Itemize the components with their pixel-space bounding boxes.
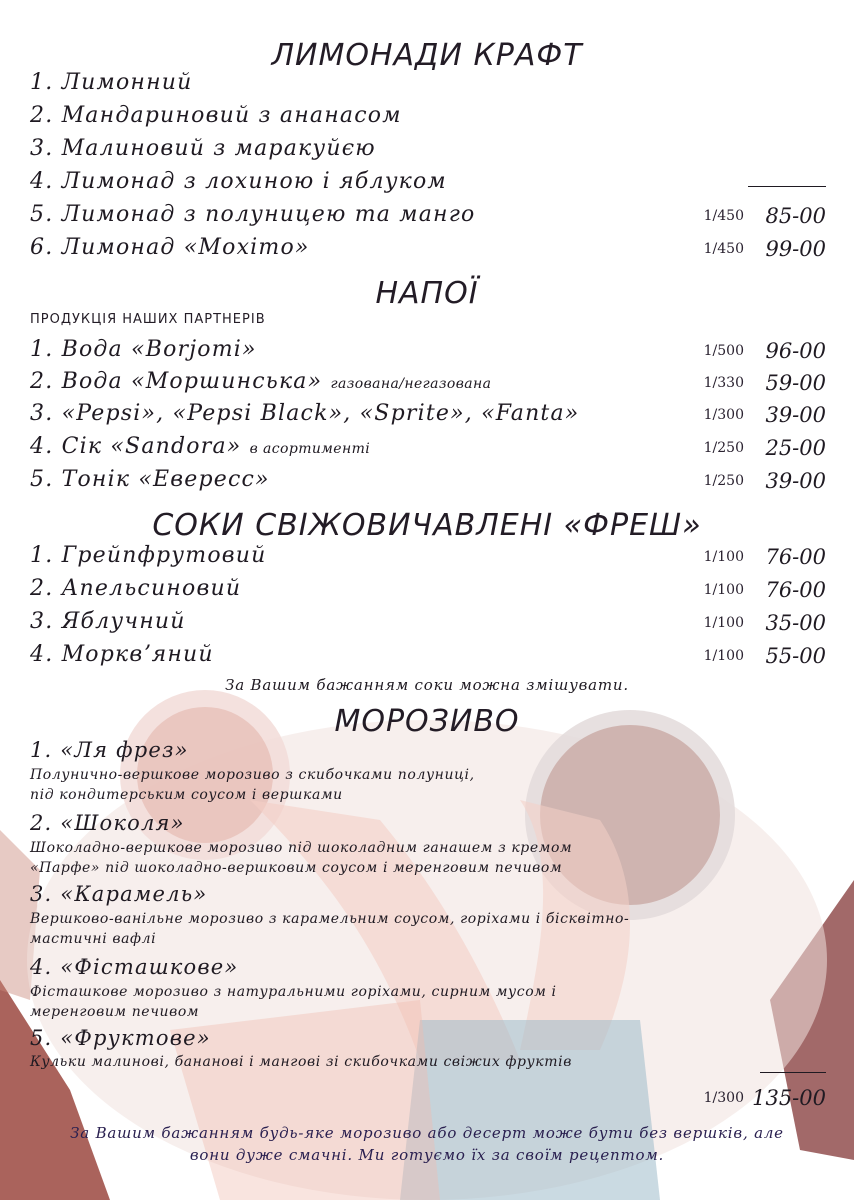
- icecream-item-2-title: 2. «Шоколя»: [30, 811, 185, 835]
- item-volume: 1/100: [703, 582, 744, 598]
- item-price: 76-00: [765, 545, 826, 569]
- menu-item-lemonade-6: [30, 235, 826, 265]
- menu-item-drink-4: [30, 434, 826, 464]
- item-name: 2. Апельсиновий: [30, 576, 242, 601]
- icecream-price: 135-00: [752, 1086, 826, 1110]
- item-name: 1. Вода «Borjomi»: [30, 337, 257, 362]
- icecream-item-1-desc: [30, 765, 730, 805]
- section-title-juices: СОКИ СВІЖОВИЧАВЛЕНІ «ФРЕШ»: [152, 508, 702, 543]
- menu-item-lemonade-3: [30, 136, 826, 166]
- item-price: 59-00: [765, 371, 826, 395]
- item-volume: 1/100: [703, 549, 744, 565]
- price-divider: [760, 1072, 826, 1073]
- item-volume: 1/450: [703, 241, 744, 257]
- desc-line: «Парфе» під шоколадно-вершковим соусом і меренговим печивом: [30, 860, 563, 876]
- menu-item-lemonade-1: [30, 70, 826, 100]
- item-name: 4. Лимонад з лохиною і яблуком: [30, 169, 447, 194]
- item-note: в асортименті: [249, 441, 371, 457]
- item-name: 4. Морквʼяний: [30, 642, 214, 667]
- item-volume: 1/500: [703, 343, 744, 359]
- item-volume: 1/100: [703, 615, 744, 631]
- item-volume: 1/250: [703, 473, 744, 489]
- menu-item-lemonade-2: [30, 103, 826, 133]
- menu-item-juice-4: [30, 642, 826, 672]
- icecream-item-3-desc: [30, 909, 730, 949]
- menu-item-juice-2: [30, 576, 826, 606]
- section-title-icecream: МОРОЗИВО: [334, 704, 520, 739]
- desc-line: мастичні вафлі: [30, 931, 157, 947]
- menu-item-drink-3: [30, 401, 826, 431]
- item-price: 39-00: [765, 403, 826, 427]
- icecream-item-5-title: 5. «Фруктове»: [30, 1026, 211, 1050]
- item-name: 2. Вода «Моршинська» газована/негазована: [30, 369, 492, 394]
- icecream-item-2-desc: [30, 838, 730, 878]
- item-price: 25-00: [765, 436, 826, 460]
- item-name: 5. Тонік «Евересс»: [30, 467, 270, 492]
- icecream-item-4-desc: [30, 982, 730, 1022]
- icecream-note: [0, 1122, 854, 1166]
- price-divider: [748, 186, 826, 187]
- note-line: вони дуже смачні. Ми готуємо їх за своїм рецептом.: [189, 1146, 665, 1164]
- menu-item-drink-2: [30, 369, 826, 399]
- item-name: 3. «Pepsi», «Pepsi Black», «Sprite», «Fanta»: [30, 401, 580, 426]
- item-name: 3. Малиновий з маракуйєю: [30, 136, 376, 161]
- item-volume: 1/250: [703, 440, 744, 456]
- desc-line: Полунично-вершкове морозиво з скибочками полуниці,: [30, 767, 475, 783]
- juices-note: За Вашим бажанням соки можна змішувати.: [225, 676, 629, 694]
- menu-item-lemonade-4: [30, 169, 826, 199]
- item-price: 55-00: [765, 644, 826, 668]
- desc-line: меренговим печивом: [30, 1004, 200, 1020]
- item-note: газована/негазована: [330, 376, 492, 392]
- menu-item-drink-1: [30, 337, 826, 367]
- menu-item-lemonade-5: [30, 202, 826, 232]
- menu-item-drink-5: [30, 467, 826, 497]
- item-name: 3. Яблучний: [30, 609, 186, 634]
- icecream-item-3-title: 3. «Карамель»: [30, 882, 208, 906]
- item-volume: 1/300: [703, 407, 744, 423]
- icecream-volume: 1/300: [703, 1090, 744, 1106]
- icecream-item-5-desc: [30, 1052, 730, 1072]
- desc-line: під кондитерським соусом і вершками: [30, 787, 343, 803]
- section-title-drinks: НАПОЇ: [375, 276, 479, 311]
- item-name: 1. Грейпфрутовий: [30, 543, 267, 568]
- item-name: 2. Мандариновий з ананасом: [30, 103, 402, 128]
- icecream-item-1-title: 1. «Ля фрез»: [30, 738, 189, 762]
- item-price: 99-00: [765, 237, 826, 261]
- section-subtitle-partners: ПРОДУКЦІЯ НАШИХ ПАРТНЕРІВ: [30, 312, 266, 327]
- item-price: 76-00: [765, 578, 826, 602]
- item-price: 39-00: [765, 469, 826, 493]
- desc-line: Шоколадно-вершкове морозиво під шоколадним ганашем з кремом: [30, 840, 573, 856]
- item-volume: 1/100: [703, 648, 744, 664]
- item-name: 1. Лимонний: [30, 70, 193, 95]
- desc-line: Фісташкове морозиво з натуральними горіхами, сирним мусом і: [30, 984, 557, 1000]
- section-title-lemonades: ЛИМОНАДИ КРАФТ: [271, 38, 583, 73]
- item-volume: 1/330: [703, 375, 744, 391]
- menu-item-juice-3: [30, 609, 826, 639]
- item-name: 4. Сік «Sandora» в асортименті: [30, 434, 371, 459]
- item-name: 6. Лимонад «Мохіто»: [30, 235, 310, 260]
- icecream-price-row: [30, 1084, 826, 1114]
- item-name: 5. Лимонад з полуницею та манго: [30, 202, 476, 227]
- note-line: За Вашим бажанням будь-яке морозиво або десерт може бути без вершків, але: [70, 1124, 784, 1142]
- desc-line: Вершково-ванільне морозиво з карамельним соусом, горіхами і бісквітно-: [30, 911, 630, 927]
- menu-item-juice-1: [30, 543, 826, 573]
- icecream-item-4-title: 4. «Фісташкове»: [30, 955, 239, 979]
- item-price: 35-00: [765, 611, 826, 635]
- desc-line: Кульки малинові, бананові і мангові зі скибочками свіжих фруктів: [30, 1054, 572, 1070]
- item-volume: 1/450: [703, 208, 744, 224]
- item-price: 85-00: [765, 204, 826, 228]
- item-price: 96-00: [765, 339, 826, 363]
